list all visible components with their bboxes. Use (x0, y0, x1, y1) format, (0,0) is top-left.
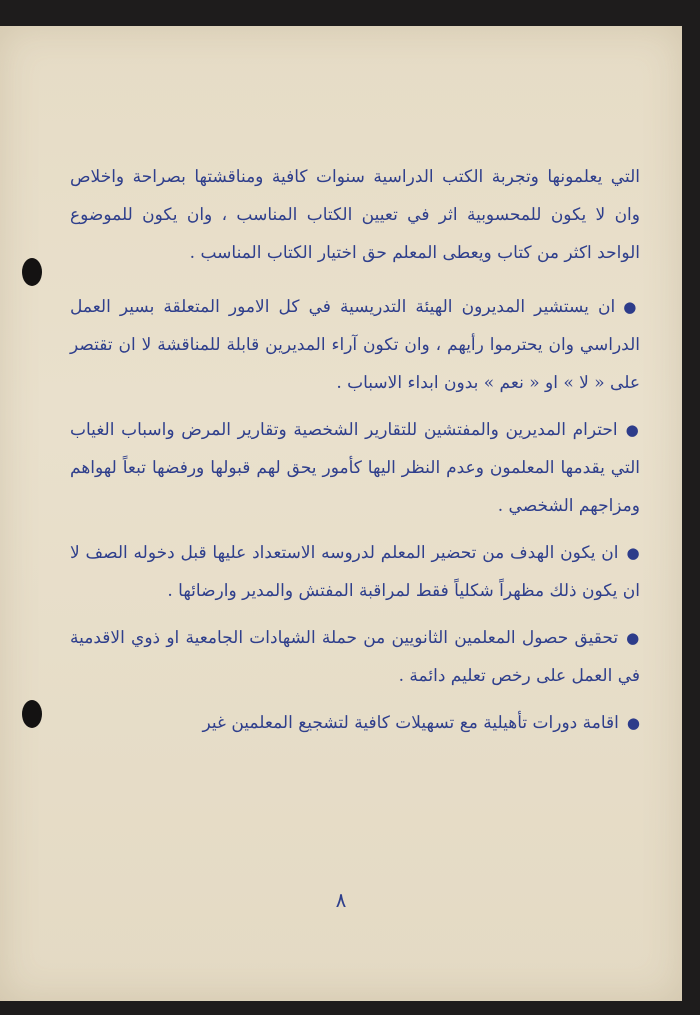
paragraph-text: ان يكون الهدف من تحضير المعلم لدروسه الاستعداد عليها قبل دخوله الصف لا ان يكون ذلك مظهراً شكلياً فقط لمراقبة المفتش والمدير وارضائها . (70, 543, 640, 601)
punch-hole-icon (22, 700, 42, 728)
punch-hole-icon (22, 258, 42, 286)
body-text (70, 158, 640, 751)
bullet-dot-icon: ● (626, 544, 640, 562)
bullet-paragraph (70, 411, 640, 525)
bullet-dot-icon: ● (626, 714, 640, 732)
paragraph-text: اقامة دورات تأهيلية مع تسهيلات كافية لتشجيع المعلمين غير (202, 713, 619, 733)
bullet-paragraph (70, 619, 640, 695)
paper-page (0, 26, 682, 1001)
paragraph (70, 158, 640, 272)
paragraph-text: التي يعلمونها وتجربة الكتب الدراسية سنوات كافية ومناقشتها بصراحة واخلاص وان لا يكون للمحسوبية اثر في تعيين الكتاب المناسب ، وان يكون للموضوع الواحد اكثر من كتاب ويعطى المعلم حق اختيار الكتاب المناسب . (70, 167, 640, 263)
bullet-paragraph (70, 704, 640, 742)
page-number: ٨ (335, 888, 347, 912)
bullet-dot-icon: ● (626, 629, 640, 647)
bullet-paragraph (70, 534, 640, 610)
bullet-dot-icon: ● (623, 298, 640, 316)
paragraph-text: تحقيق حصول المعلمين الثانويين من حملة الشهادات الجامعية او ذوي الاقدمية في العمل على رخص تعليم دائمة . (70, 628, 640, 686)
bullet-paragraph (70, 288, 640, 402)
paragraph-text: احترام المديرين والمفتشين للتقارير الشخصية وتقارير المرض واسباب الغياب التي يقدمها المعلمون وعدم النظر اليها كأمور يحق لهم قبولها ورفضها تبعاً لهواهم ومزاجهم الشخصي . (70, 420, 640, 516)
paragraph-text: ان يستشير المديرون الهيئة التدريسية في كل الامور المتعلقة بسير العمل الدراسي وان يحترموا رأيهم ، وان تكون آراء المديرين قابلة للمناقشة لا ان تقتصر على « لا » او « نعم » بدون ابداء الاسباب . (70, 297, 640, 393)
bullet-dot-icon: ● (625, 421, 640, 439)
